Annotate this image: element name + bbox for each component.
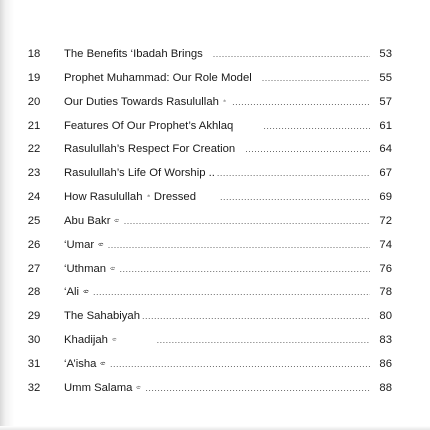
chapter-title: Rasulullah’s Life Of Worship .. [64, 167, 215, 180]
chapter-title: Prophet Muhammad: Our Role Model [64, 71, 252, 84]
chapter-number: 24 [27, 191, 41, 204]
toc-entry [64, 186, 392, 210]
page-number: 83 [370, 329, 392, 353]
dot-leader [119, 258, 392, 282]
toc-row[interactable] [0, 67, 430, 91]
radiallahu-anha-calligraphy-icon [112, 334, 117, 343]
toc-row[interactable] [0, 234, 430, 258]
toc-row[interactable] [0, 210, 430, 234]
page-number: 80 [370, 305, 392, 329]
chapter-title: ‘A’isha [64, 357, 97, 370]
page-number: 64 [370, 138, 392, 162]
chapter-title-suffix: Dressed [153, 191, 196, 204]
chapter-title: ‘Ali [64, 286, 80, 299]
toc-entry [64, 329, 392, 353]
radiallahu-anhu-calligraphy-icon [110, 263, 115, 272]
chapter-title: Umm Salama [64, 381, 133, 394]
toc-row[interactable] [0, 115, 430, 139]
toc-entry [64, 115, 392, 139]
toc-row[interactable] [0, 305, 430, 329]
chapter-number: 23 [27, 167, 41, 180]
chapter-number: 20 [27, 95, 41, 108]
toc-entry [64, 162, 392, 186]
salawat-calligraphy-icon [147, 191, 150, 200]
radiallahu-anha-calligraphy-icon [100, 358, 106, 367]
page-number: 55 [370, 67, 392, 91]
dot-leader [108, 234, 392, 258]
chapter-number: 29 [27, 310, 41, 323]
chapter-title: The Benefits ‘Ibadah Brings [64, 48, 203, 60]
chapter-number: 31 [27, 357, 41, 370]
dot-leader [217, 162, 392, 186]
dot-leader [93, 281, 392, 305]
dot-leader [124, 210, 392, 234]
dot-leader [220, 186, 392, 210]
chapter-title: Our Duties Towards Rasulullah [64, 95, 219, 108]
toc-entry [64, 210, 392, 234]
chapter-number: 18 [27, 48, 41, 60]
chapter-title: Abu Bakr [64, 214, 111, 227]
toc-row[interactable] [0, 258, 430, 282]
toc-row[interactable] [0, 281, 430, 305]
chapter-number: 26 [27, 238, 41, 251]
page-number: 67 [370, 162, 392, 186]
page-number: 74 [370, 234, 392, 258]
page-number: 76 [370, 258, 392, 282]
radiallahu-anhu-calligraphy-icon [114, 215, 119, 224]
chapter-number: 25 [27, 214, 41, 227]
page-number: 69 [370, 186, 392, 210]
chapter-title: Features Of Our Prophet’s Akhlaq [64, 119, 234, 132]
dot-leader [145, 377, 392, 401]
chapter-title: ‘Umar [64, 238, 95, 251]
page-number: 57 [370, 91, 392, 115]
toc-entry [64, 43, 392, 67]
table-of-contents [0, 43, 430, 401]
page-bottom-shadow [0, 426, 430, 430]
chapter-title: Rasulullah’s Respect For Creation [64, 143, 236, 156]
radiallahu-anha-calligraphy-icon [136, 382, 141, 391]
chapter-number: 22 [27, 143, 41, 156]
toc-row[interactable] [0, 91, 430, 115]
toc-row[interactable] [0, 377, 430, 401]
page-number: 78 [370, 281, 392, 305]
page-number: 86 [370, 353, 392, 377]
chapter-number: 30 [27, 334, 41, 347]
toc-entry [64, 91, 392, 115]
chapter-title: The Sahabiyah [64, 310, 140, 323]
toc-entry [64, 377, 392, 401]
chapter-number: 27 [27, 262, 41, 275]
chapter-number: 32 [27, 381, 41, 394]
toc-entry [64, 234, 392, 258]
toc-row[interactable] [0, 186, 430, 210]
toc-row[interactable] [0, 162, 430, 186]
salawat-calligraphy-icon [223, 96, 226, 105]
dot-leader [232, 91, 392, 115]
page-number: 53 [370, 43, 392, 67]
toc-entry [64, 258, 392, 282]
chapter-number: 21 [27, 119, 41, 132]
chapter-number: 28 [27, 286, 41, 299]
toc-entry [64, 138, 392, 162]
toc-row[interactable] [0, 353, 430, 377]
radiallahu-anhu-calligraphy-icon [98, 239, 104, 248]
toc-entry [64, 353, 392, 377]
chapter-number: 19 [27, 71, 41, 84]
toc-row[interactable] [0, 138, 430, 162]
chapter-title: How Rasulullah [64, 191, 143, 204]
page-number: 61 [370, 115, 392, 139]
toc-entry [64, 281, 392, 305]
toc-row[interactable] [0, 329, 430, 353]
page-number: 72 [370, 210, 392, 234]
page-number: 88 [370, 377, 392, 401]
chapter-title: Khadijah [64, 334, 108, 347]
dot-leader [110, 353, 392, 377]
dot-leader [157, 329, 392, 353]
toc-entry [64, 67, 392, 91]
radiallahu-anhu-calligraphy-icon [83, 286, 89, 295]
toc-row[interactable] [0, 43, 430, 67]
dot-leader [142, 305, 392, 329]
toc-entry [64, 305, 392, 329]
chapter-title: ‘Uthman [64, 262, 107, 275]
dot-leader [213, 43, 392, 67]
